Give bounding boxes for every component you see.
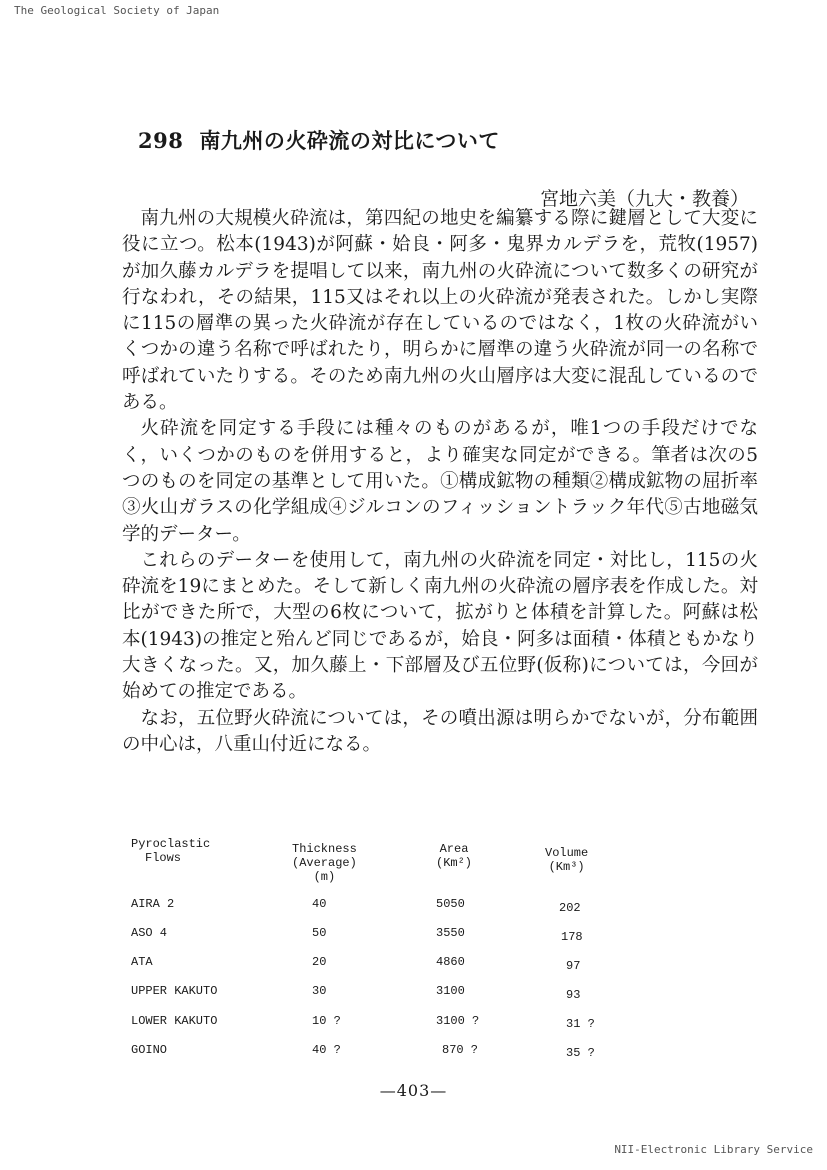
table-row (131, 1014, 731, 1030)
volume-value: 97 (566, 959, 581, 973)
area-value: 870 ? (442, 1043, 479, 1057)
table-row (131, 926, 731, 942)
thickness-value: 10 ? (312, 1014, 341, 1028)
title-text: 南九州の火砕流の対比について (199, 128, 500, 153)
table-row (131, 897, 731, 913)
area-value: 3100 ? (436, 1014, 480, 1028)
abstract-number: 298 (138, 128, 184, 153)
volume-value: 202 (559, 901, 581, 915)
thickness-value: 50 (312, 926, 327, 940)
area-value: 3100 (436, 984, 465, 998)
area-value: 3550 (436, 926, 465, 940)
table-row (131, 955, 731, 971)
author-affiliation: 宮地六美（九大・教養） (539, 188, 749, 210)
paragraph: なお，五位野火砕流については，その噴出源は明らかでないが，分布範囲の中心は，八重山付近になる。 (122, 707, 758, 755)
volume-value: 31 ? (566, 1017, 595, 1031)
table-row (131, 984, 731, 1000)
paragraph: 火砕流を同定する手段には種々のものがあるが，唯1つの手段だけでなく，いくつかのものを併用すると，より確実な同定ができる。筆者は次の5つのものを同定の基準として用いた。①構成鉱物の種類②構成鉱物の屈折率③火山ガラスの化学組成④ジルコンのフィッショントラック年代⑤古地磁気学的データー。 (122, 418, 758, 545)
thickness-value: 20 (312, 955, 327, 969)
area-value: 4860 (436, 955, 465, 969)
paragraph: 南九州の大規模火砕流は，第四紀の地史を編纂する際に鍵層として大変に役に立つ。松本(1943)が阿蘇・姶良・阿多・鬼界カルデラを，荒牧(1957)が加久藤カルデラを提唱して以来，南九州の火砕流について数多くの研究が行なわれ，その結果，115又はそれ以上の火砕流が発表された。しかし実際に115の層準の異った火砕流が存在しているのではなく，1枚の火砕流がいくつかの違う名称で呼ばれたり，明らかに層準の違う火砕流が同一の名称で呼ばれていたりする。そのため南九州の火山層序は大変に混乱しているのである。 (122, 208, 758, 414)
page-number: —403— (379, 1081, 448, 1100)
paper-title (138, 125, 500, 155)
header-thickness: Thickness (Average) (m) (292, 842, 357, 884)
flow-name: ASO 4 (131, 926, 168, 940)
library-footer: NII-Electronic Library Service (614, 1143, 813, 1156)
society-header: The Geological Society of Japan (14, 4, 220, 17)
thickness-value: 30 (312, 984, 327, 998)
area-value: 5050 (436, 897, 465, 911)
flow-name: ATA (131, 955, 153, 969)
table-row (131, 1043, 731, 1059)
thickness-value: 40 ? (312, 1043, 341, 1057)
header-flows: Pyroclastic Flows (131, 837, 211, 865)
flow-name: AIRA 2 (131, 897, 175, 911)
flow-name: LOWER KAKUTO (131, 1014, 218, 1028)
volume-value: 35 ? (566, 1046, 595, 1060)
thickness-value: 40 (312, 897, 327, 911)
flow-name: UPPER KAKUTO (131, 984, 218, 998)
volume-value: 93 (566, 988, 581, 1002)
paragraph: これらのデーターを使用して，南九州の火砕流を同定・対比し，115の火砕流を19にまとめた。そして新しく南九州の火砕流の層序表を作成した。対比ができた所で，大型の6枚について，拡がりと体積を計算した。阿蘇は松本(1943)の推定と殆んど同じであるが，姶良・阿多は面積・体積ともかなり大きくなった。又，加久藤上・下部層及び五位野(仮称)については，今回が始めての推定である。 (122, 549, 758, 703)
abstract-body (122, 206, 758, 758)
flow-name: GOINO (131, 1043, 168, 1057)
volume-value: 178 (561, 930, 583, 944)
header-volume: Volume (Km³) (545, 846, 589, 874)
header-area: Area (Km²) (436, 842, 473, 870)
